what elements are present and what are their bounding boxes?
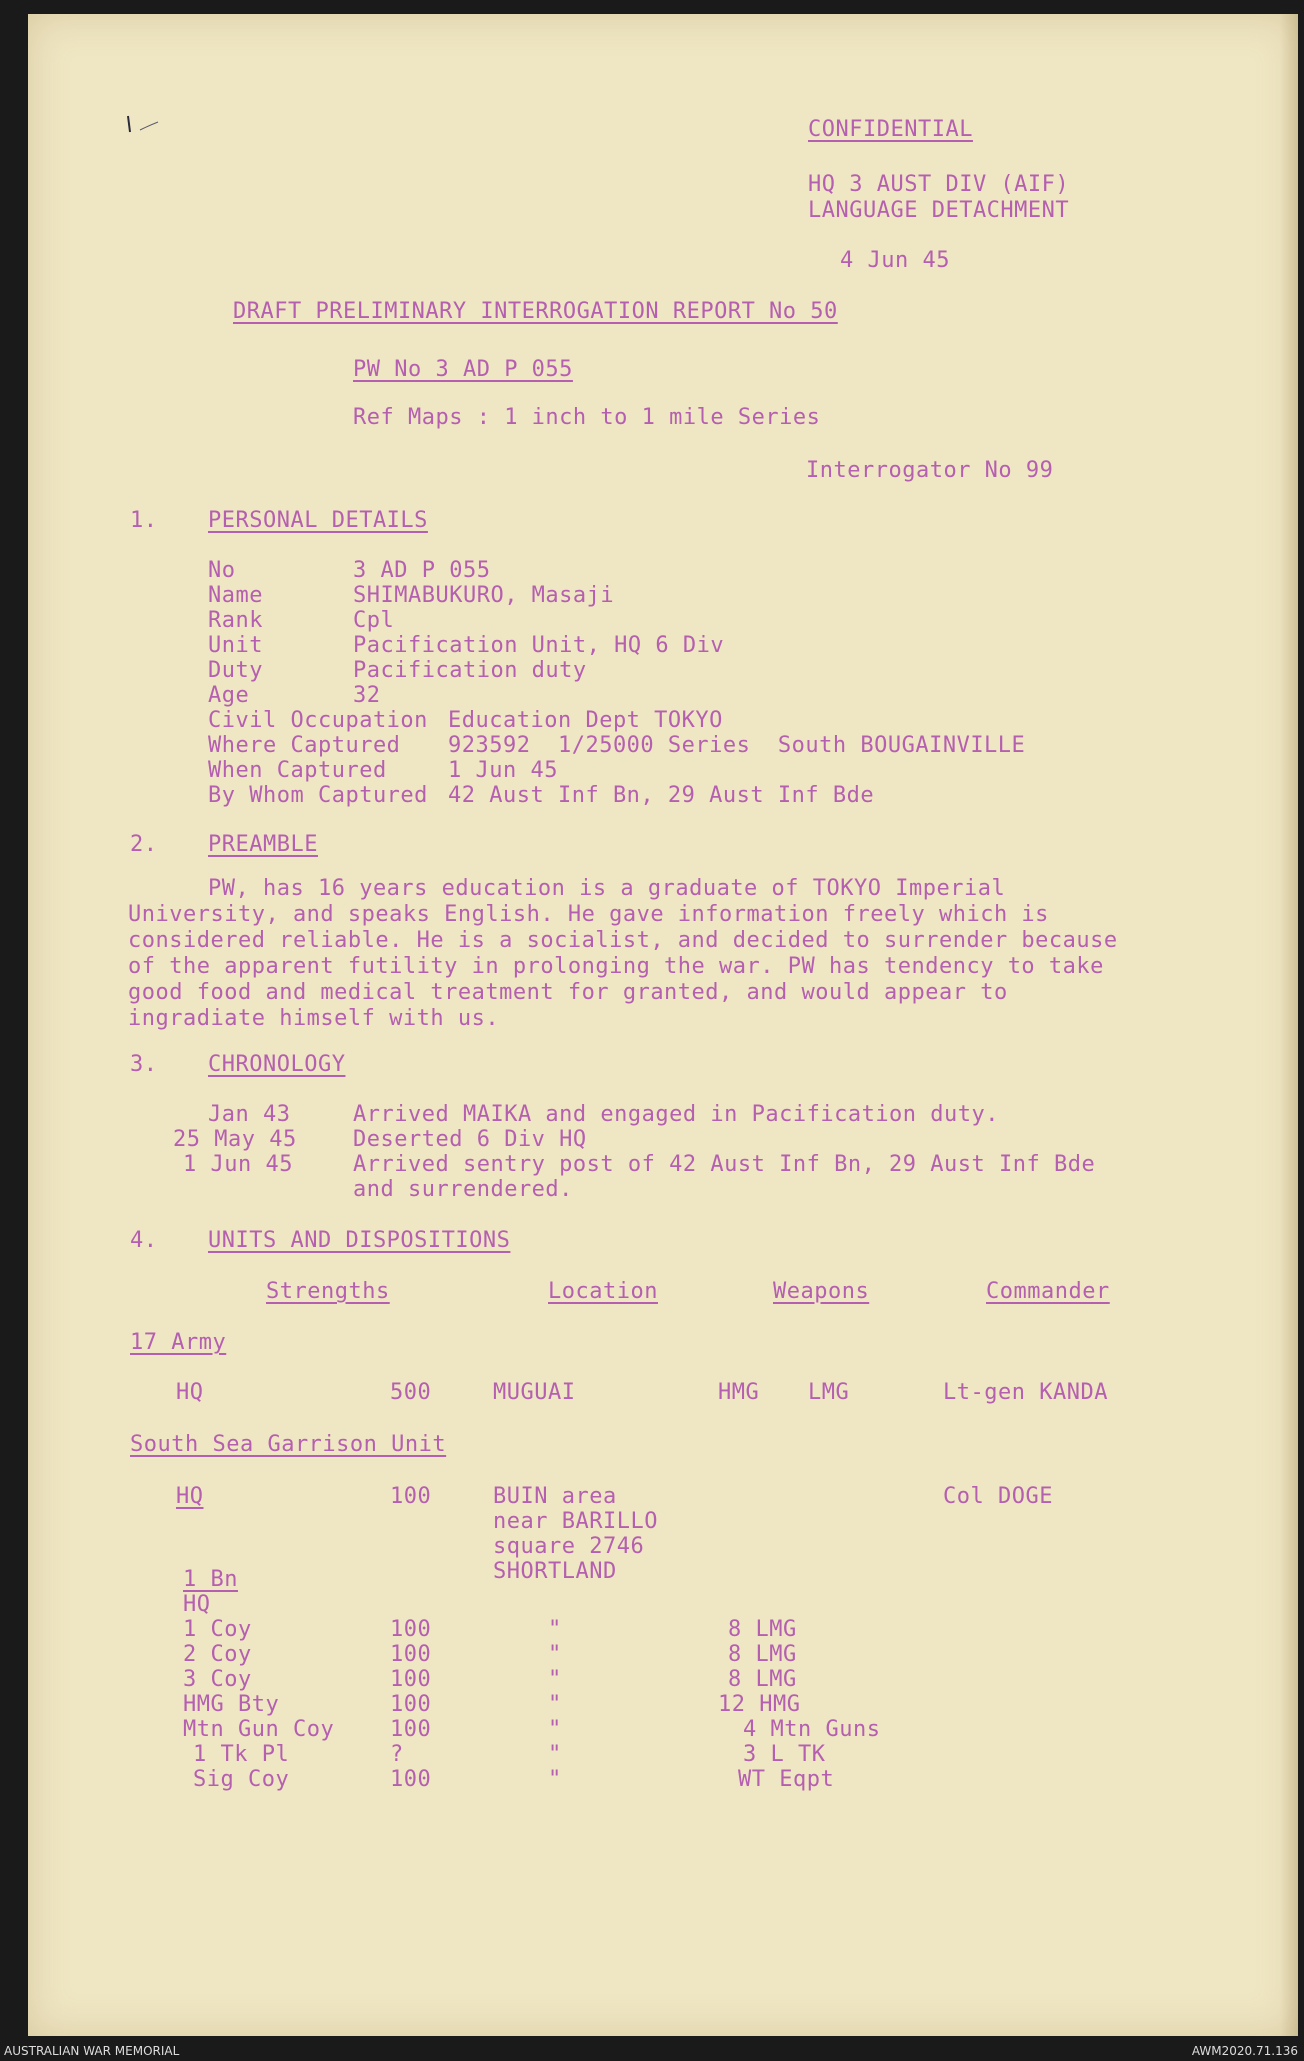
unit-row-name: 1 Tk Pl: [193, 1742, 290, 1767]
footer-accession-number: AWM2020.71.136: [1191, 2044, 1298, 2058]
unit-line-1: HQ 3 AUST DIV (AIF): [808, 172, 1070, 197]
unit-row-strength: ?: [390, 1742, 404, 1767]
unit-row-weapons: 4 Mtn Guns: [743, 1717, 881, 1742]
unit-row-weapons: 8 LMG: [728, 1617, 797, 1642]
personal-label: Unit: [208, 633, 263, 658]
unit-row-strength: 100: [390, 1667, 432, 1692]
personal-label: Name: [208, 583, 263, 608]
garrison-hq-location: BUIN area: [493, 1484, 617, 1509]
interrogator: Interrogator No 99: [806, 458, 1054, 483]
section-2-title: PREAMBLE: [208, 832, 318, 857]
unit-row-name: HMG Bty: [183, 1692, 280, 1717]
chronology-date: 1 Jun 45: [183, 1152, 293, 1177]
report-title: DRAFT PRELIMINARY INTERROGATION REPORT No 50: [233, 299, 838, 324]
col-header-location: Location: [548, 1279, 658, 1304]
ditto-mark: ": [548, 1742, 562, 1767]
army-weapon-hmg: HMG: [718, 1380, 760, 1405]
col-header-commander: Commander: [986, 1279, 1110, 1304]
army-unit: HQ: [176, 1380, 204, 1405]
personal-label: Civil Occupation: [208, 708, 428, 733]
personal-value: Education Dept TOKYO: [448, 708, 723, 733]
personal-value: 923592 1/25000 Series South BOUGAINVILLE: [448, 733, 1026, 758]
garrison-hq-location: near BARILLO: [493, 1509, 658, 1534]
personal-value: 3 AD P 055: [353, 558, 491, 583]
garrison-hq-strength: 100: [390, 1484, 432, 1509]
personal-label: When Captured: [208, 758, 387, 783]
battalion-label: 1 Bn: [183, 1567, 238, 1592]
garrison-hq-unit: HQ: [176, 1484, 204, 1509]
ditto-mark: ": [548, 1617, 562, 1642]
section-1-number: 1.: [130, 508, 158, 533]
battalion-hq: HQ: [183, 1592, 211, 1617]
army-commander: Lt-gen KANDA: [943, 1380, 1108, 1405]
document-page: [28, 14, 1298, 2036]
personal-label: By Whom Captured: [208, 783, 428, 808]
garrison-hq-commander: Col DOGE: [943, 1484, 1053, 1509]
section-4-number: 4.: [130, 1228, 158, 1253]
section-1-title: PERSONAL DETAILS: [208, 508, 428, 533]
unit-row-weapons: WT Eqpt: [738, 1767, 835, 1792]
ditto-mark: ": [548, 1642, 562, 1667]
personal-value: Cpl: [353, 608, 395, 633]
chronology-event: and surrendered.: [353, 1177, 573, 1202]
ditto-mark: ": [548, 1667, 562, 1692]
section-3-title: CHRONOLOGY: [208, 1052, 346, 1077]
pw-number: PW No 3 AD P 055: [353, 357, 573, 382]
personal-value: Pacification duty: [353, 658, 587, 683]
report-date: 4 Jun 45: [840, 248, 950, 273]
chronology-date: 25 May 45: [173, 1127, 297, 1152]
unit-row-weapons: 8 LMG: [728, 1667, 797, 1692]
unit-row-weapons: 3 L TK: [743, 1742, 826, 1767]
personal-value: 32: [353, 683, 381, 708]
col-header-strengths: Strengths: [266, 1279, 390, 1304]
personal-label: No: [208, 558, 236, 583]
footer: [0, 2036, 1304, 2061]
section-2-number: 2.: [130, 832, 158, 857]
personal-value: Pacification Unit, HQ 6 Div: [353, 633, 725, 658]
garrison-hq-location: square 2746: [493, 1534, 645, 1559]
classification: CONFIDENTIAL: [808, 117, 973, 142]
unit-row-weapons: 8 LMG: [728, 1642, 797, 1667]
army-strength: 500: [390, 1380, 432, 1405]
personal-value: 42 Aust Inf Bn, 29 Aust Inf Bde: [448, 783, 875, 808]
ditto-mark: ": [548, 1767, 562, 1792]
section-3-number: 3.: [130, 1052, 158, 1077]
chronology-event: Arrived MAIKA and engaged in Pacification duty.: [353, 1102, 1000, 1127]
unit-row-strength: 100: [390, 1767, 432, 1792]
army-location: MUGUAI: [493, 1380, 576, 1405]
ditto-mark: ": [548, 1717, 562, 1742]
unit-line-2: LANGUAGE DETACHMENT: [808, 198, 1070, 223]
unit-row-strength: 100: [390, 1717, 432, 1742]
unit-row-name: 2 Coy: [183, 1642, 252, 1667]
personal-label: Rank: [208, 608, 263, 633]
chronology-event: Deserted 6 Div HQ: [353, 1127, 587, 1152]
unit-row-strength: 100: [390, 1692, 432, 1717]
chronology-date: Jan 43: [208, 1102, 291, 1127]
unit-row-name: 1 Coy: [183, 1617, 252, 1642]
section-4-title: UNITS AND DISPOSITIONS: [208, 1228, 511, 1253]
personal-label: Age: [208, 683, 250, 708]
personal-label: Where Captured: [208, 733, 401, 758]
ref-maps: Ref Maps : 1 inch to 1 mile Series: [353, 405, 821, 430]
personal-value: 1 Jun 45: [448, 758, 558, 783]
preamble-text: PW, has 16 years education is a graduate of TOKYO Imperial University, and speaks English. He gave information freely which is considered reliable. He is a socialist, and decided to surrender because of the apparent futility in prolonging the war. PW has tendency to take good food and medical treatment for granted, and would appear to ingradiate himself with us.: [128, 876, 1118, 1031]
personal-label: Duty: [208, 658, 263, 683]
col-header-weapons: Weapons: [773, 1279, 870, 1304]
unit-row-strength: 100: [390, 1617, 432, 1642]
ditto-mark: ": [548, 1692, 562, 1717]
unit-row-strength: 100: [390, 1642, 432, 1667]
footer-source: AUSTRALIAN WAR MEMORIAL: [4, 2044, 180, 2058]
unit-row-name: Mtn Gun Coy: [183, 1717, 335, 1742]
unit-row-name: Sig Coy: [193, 1767, 290, 1792]
unit-row-name: 3 Coy: [183, 1667, 252, 1692]
army-weapon-lmg: LMG: [808, 1380, 850, 1405]
army-title: 17 Army: [130, 1330, 227, 1355]
garrison-title: South Sea Garrison Unit: [130, 1432, 447, 1457]
chronology-event: Arrived sentry post of 42 Aust Inf Bn, 29 Aust Inf Bde: [353, 1152, 1096, 1177]
garrison-hq-location: SHORTLAND: [493, 1559, 617, 1584]
unit-row-weapons: 12 HMG: [718, 1692, 801, 1717]
personal-value: SHIMABUKURO, Masaji: [353, 583, 615, 608]
pen-mark-icon: [118, 110, 188, 170]
